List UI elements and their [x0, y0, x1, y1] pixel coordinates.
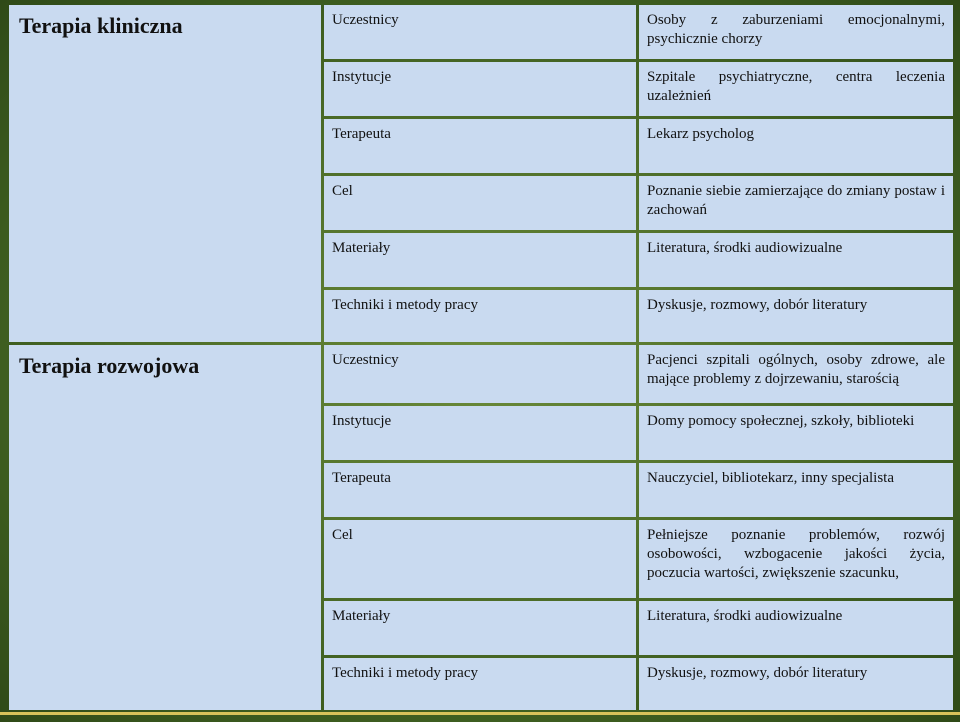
clinical-value-goal: Poznanie siebie zamierzające do zmiany postaw i zachowań: [639, 176, 953, 230]
clinical-label-goal: Cel: [324, 176, 636, 230]
clinical-value-therapist: Lekarz psycholog: [639, 119, 953, 173]
clinical-value-techniques: Dyskusje, rozmowy, dobór literatury: [639, 290, 953, 342]
developmental-value-techniques: Dyskusje, rozmowy, dobór literatury: [639, 658, 953, 710]
developmental-label-goal: Cel: [324, 520, 636, 598]
group-title-clinical: Terapia kliniczna: [9, 5, 321, 342]
clinical-label-institutions: Instytucje: [324, 62, 636, 116]
clinical-value-participants: Osoby z zaburzeniami emocjonalnymi, psychicznie chorzy: [639, 5, 953, 59]
developmental-value-participants: Pacjenci szpitali ogólnych, osoby zdrowe, ale mające problemy z dojrzewaniu, starością: [639, 345, 953, 403]
developmental-label-therapist: Terapeuta: [324, 463, 636, 517]
clinical-label-techniques: Techniki i metody pracy: [324, 290, 636, 342]
bottom-accent-line: [0, 712, 960, 715]
clinical-label-therapist: Terapeuta: [324, 119, 636, 173]
developmental-label-techniques: Techniki i metody pracy: [324, 658, 636, 710]
developmental-value-institutions: Domy pomocy społecznej, szkoły, biblioteki: [639, 406, 953, 460]
developmental-label-participants: Uczestnicy: [324, 345, 636, 403]
developmental-value-materials: Literatura, środki audiowizualne: [639, 601, 953, 655]
clinical-value-materials: Literatura, środki audiowizualne: [639, 233, 953, 287]
group-title-developmental: Terapia rozwojowa: [9, 345, 321, 710]
developmental-value-goal: Pełniejsze poznanie problemów, rozwój osobowości, wzbogacenie jakości życia, poczucia wartości, zwiększenie szacunku,: [639, 520, 953, 598]
developmental-label-materials: Materiały: [324, 601, 636, 655]
clinical-value-institutions: Szpitale psychiatryczne, centra leczenia uzależnień: [639, 62, 953, 116]
developmental-value-therapist: Nauczyciel, bibliotekarz, inny specjalista: [639, 463, 953, 517]
developmental-label-institutions: Instytucje: [324, 406, 636, 460]
clinical-label-materials: Materiały: [324, 233, 636, 287]
clinical-label-participants: Uczestnicy: [324, 5, 636, 59]
